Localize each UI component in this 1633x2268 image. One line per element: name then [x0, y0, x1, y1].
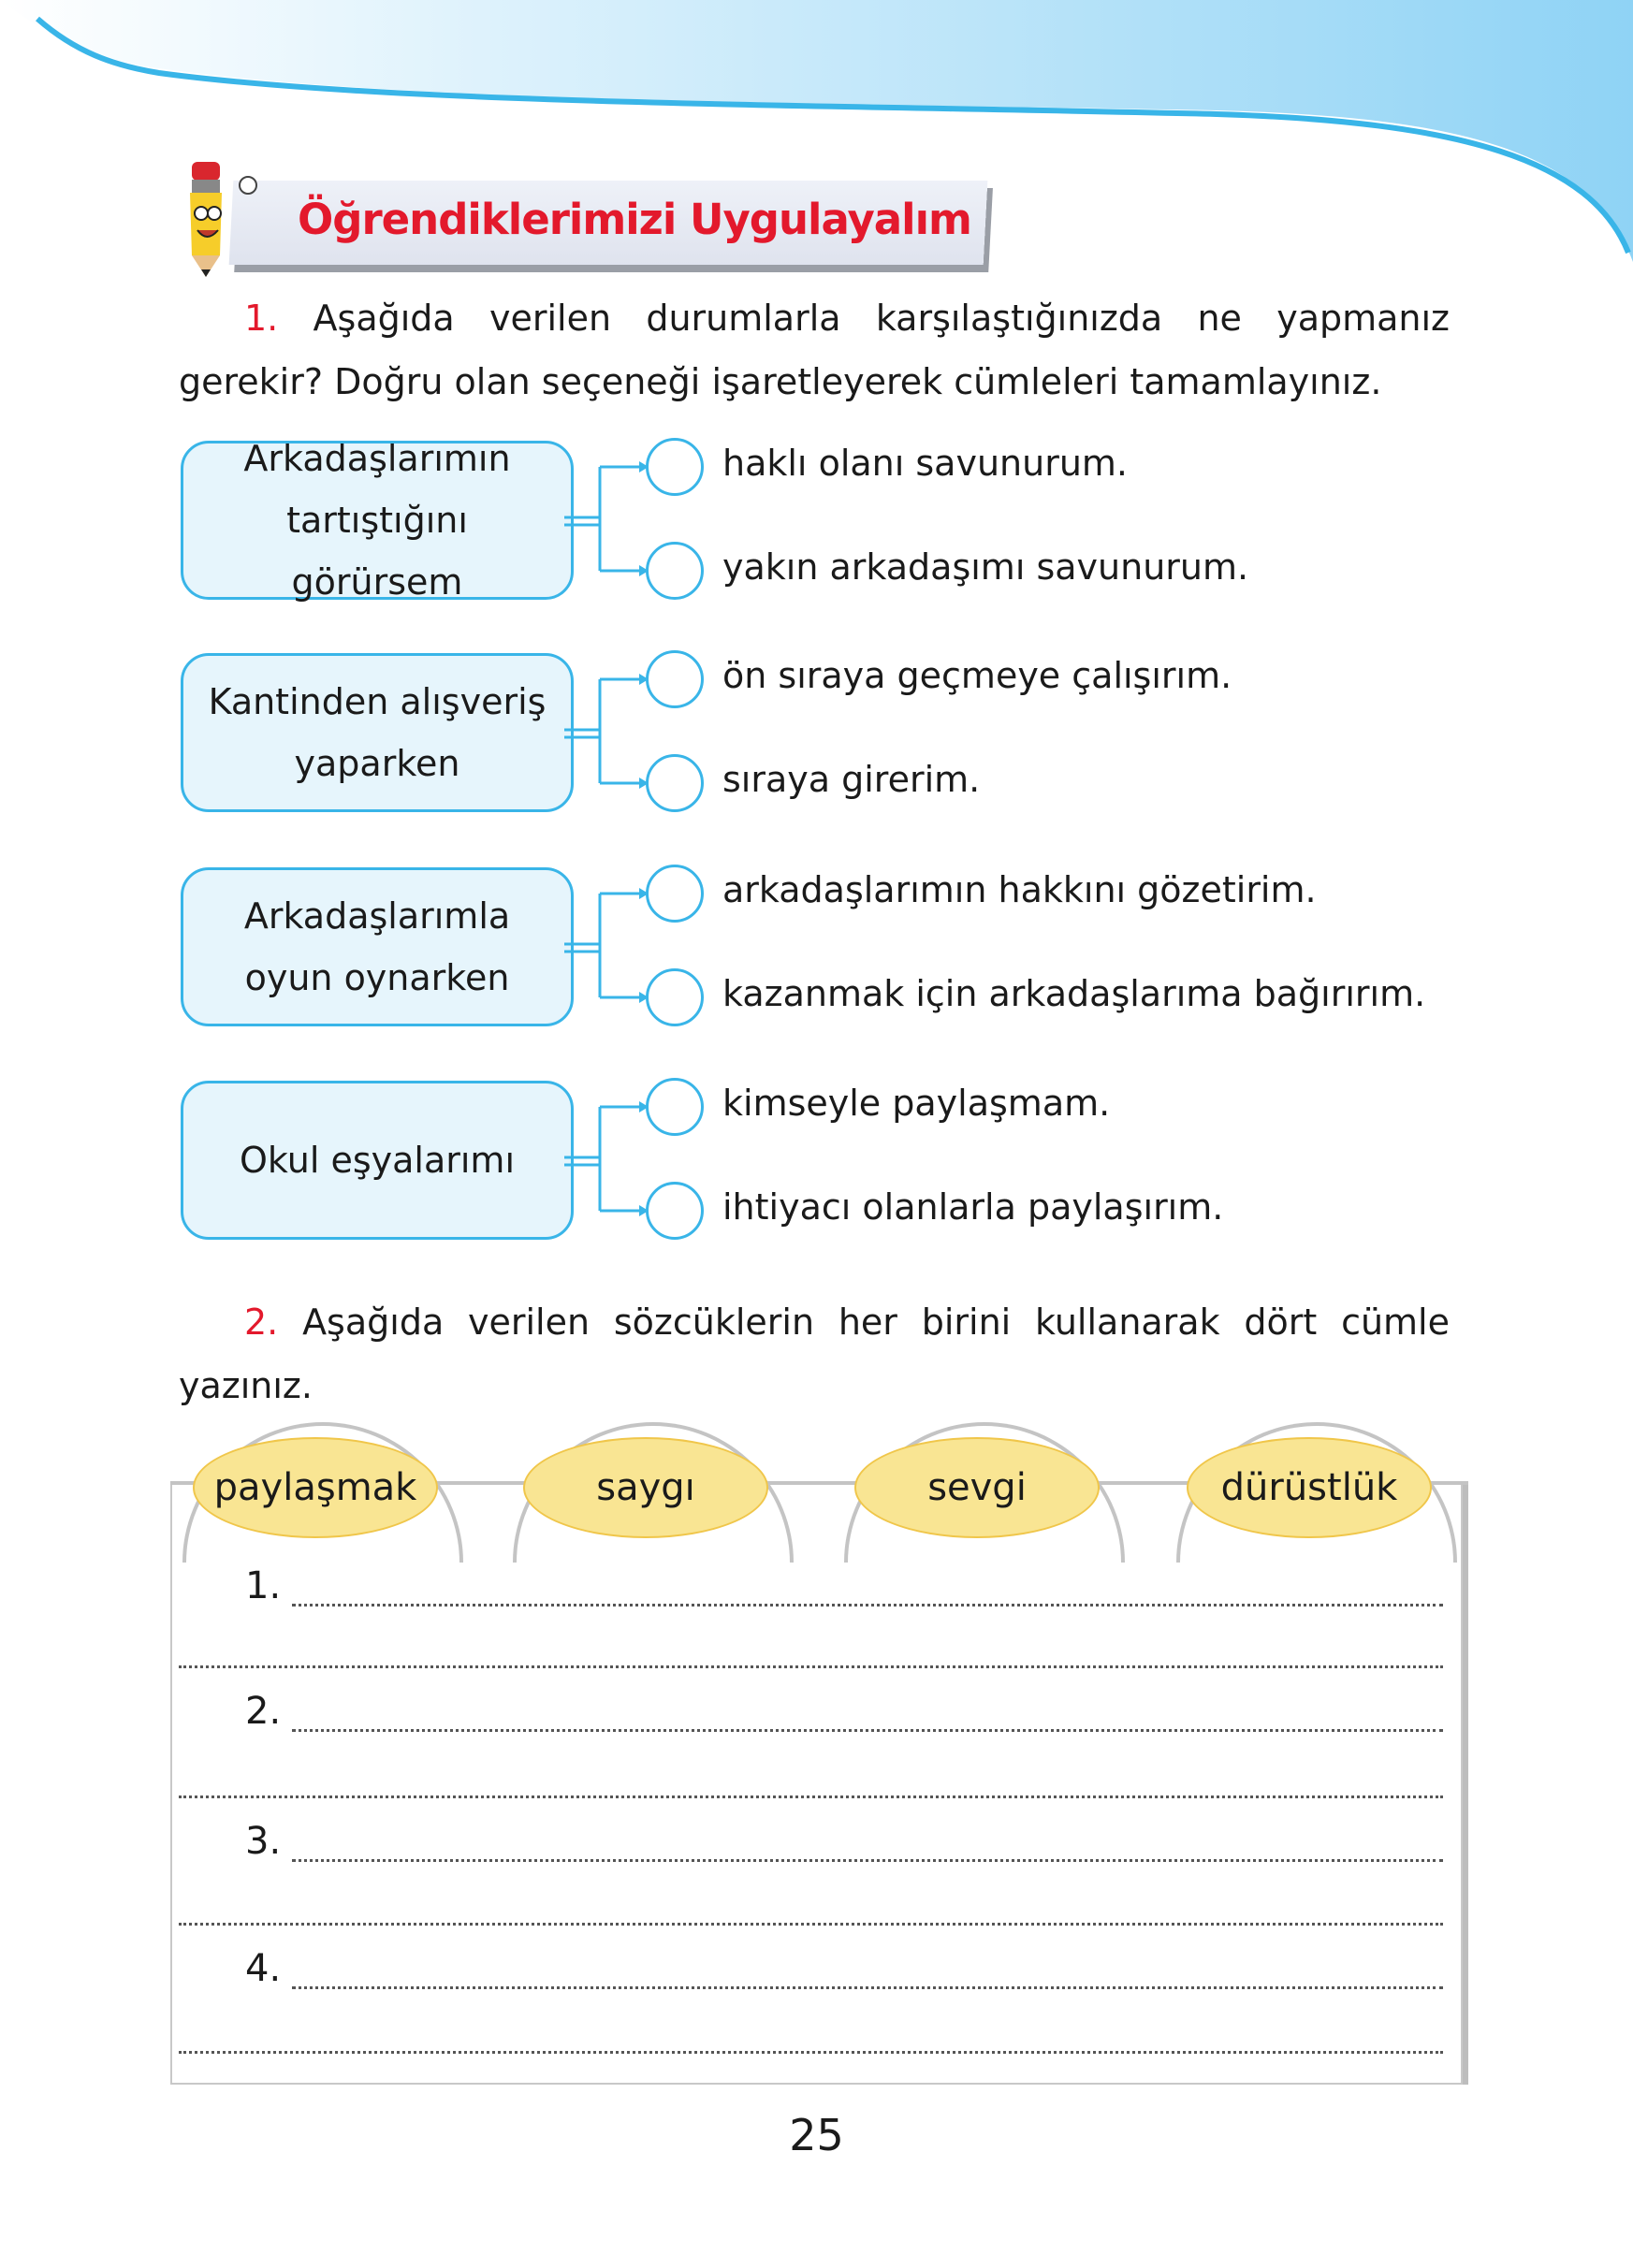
- word-text: dürüstlük: [1220, 1466, 1398, 1509]
- option-text: arkadaşlarımın hakkını gözetirim.: [722, 869, 1317, 910]
- answer-line[interactable]: [292, 1986, 1443, 1989]
- question-number: 2.: [244, 1301, 279, 1343]
- branch-arrow-icon: [564, 441, 649, 600]
- line-number: 1.: [245, 1564, 282, 1607]
- answer-checkbox[interactable]: [646, 1078, 704, 1136]
- word-bubble: [1187, 1437, 1432, 1538]
- answer-checkbox[interactable]: [646, 650, 704, 708]
- question-2: [179, 1290, 1450, 1418]
- option-text: yakın arkadaşımı savunurum.: [722, 546, 1249, 588]
- word-text: sevgi: [927, 1466, 1027, 1509]
- branch-arrow-icon: [564, 867, 649, 1026]
- situation-text: Arkadaşlarımla oyun oynarken: [243, 895, 511, 998]
- answer-checkbox[interactable]: [646, 1182, 704, 1240]
- option-text: kazanmak için arkadaşlarıma bağırırım.: [722, 973, 1426, 1014]
- word-bubble: [193, 1437, 438, 1538]
- situation-box: [181, 867, 574, 1026]
- branch-arrow-icon: [564, 653, 649, 812]
- page-number: 25: [789, 2110, 844, 2160]
- answer-checkbox[interactable]: [646, 754, 704, 812]
- answer-line[interactable]: [292, 1604, 1443, 1606]
- answer-checkbox[interactable]: [646, 438, 704, 496]
- situation-box: [181, 653, 574, 812]
- question-text: Aşağıda verilen sözcüklerin her birini kullanarak dört cümle yazınız.: [179, 1301, 1450, 1406]
- question-number: 1.: [244, 298, 279, 339]
- word-text: paylaşmak: [213, 1466, 417, 1509]
- answer-line[interactable]: [179, 1665, 1443, 1668]
- word-bubble: [854, 1437, 1100, 1538]
- line-number: 4.: [245, 1947, 282, 1990]
- line-number: 3.: [245, 1820, 282, 1863]
- answer-line[interactable]: [179, 2051, 1443, 2054]
- option-text: ihtiyacı olanlarla paylaşırım.: [722, 1186, 1224, 1228]
- writing-frame: [170, 1481, 1463, 2085]
- option-text: haklı olanı savunurum.: [722, 443, 1129, 484]
- answer-line[interactable]: [179, 1796, 1443, 1798]
- situation-text: Kantinden alışveriş yaparken: [208, 681, 547, 784]
- answer-checkbox[interactable]: [646, 865, 704, 923]
- question-1: [179, 286, 1450, 414]
- section-title: Öğrendiklerimizi Uygulayalım: [298, 195, 971, 244]
- word-text: saygı: [596, 1466, 695, 1509]
- answer-line[interactable]: [292, 1859, 1443, 1862]
- answer-checkbox[interactable]: [646, 542, 704, 600]
- line-number: 2.: [245, 1690, 282, 1733]
- answer-line[interactable]: [292, 1729, 1443, 1732]
- question-text: Aşağıda verilen durumlarla karşılaştığınızda ne yapmanız gerekir? Doğru olan seçeneği işaretleyerek cümleleri tamamlayınız.: [179, 298, 1450, 402]
- situation-text: Okul eşyalarımı: [239, 1140, 516, 1181]
- word-bubble: [523, 1437, 768, 1538]
- pencil-mascot-icon: [173, 157, 267, 279]
- answer-line[interactable]: [179, 1923, 1443, 1926]
- situation-box: [181, 438, 574, 603]
- situation-box: [181, 1081, 574, 1240]
- answer-checkbox[interactable]: [646, 968, 704, 1026]
- branch-arrow-icon: [564, 1081, 649, 1240]
- option-text: kimseyle paylaşmam.: [722, 1083, 1111, 1124]
- option-text: ön sıraya geçmeye çalışırım.: [722, 655, 1232, 696]
- option-text: sıraya girerim.: [722, 759, 981, 800]
- situation-text: Arkadaşlarımın tartıştığını görürsem: [243, 438, 511, 603]
